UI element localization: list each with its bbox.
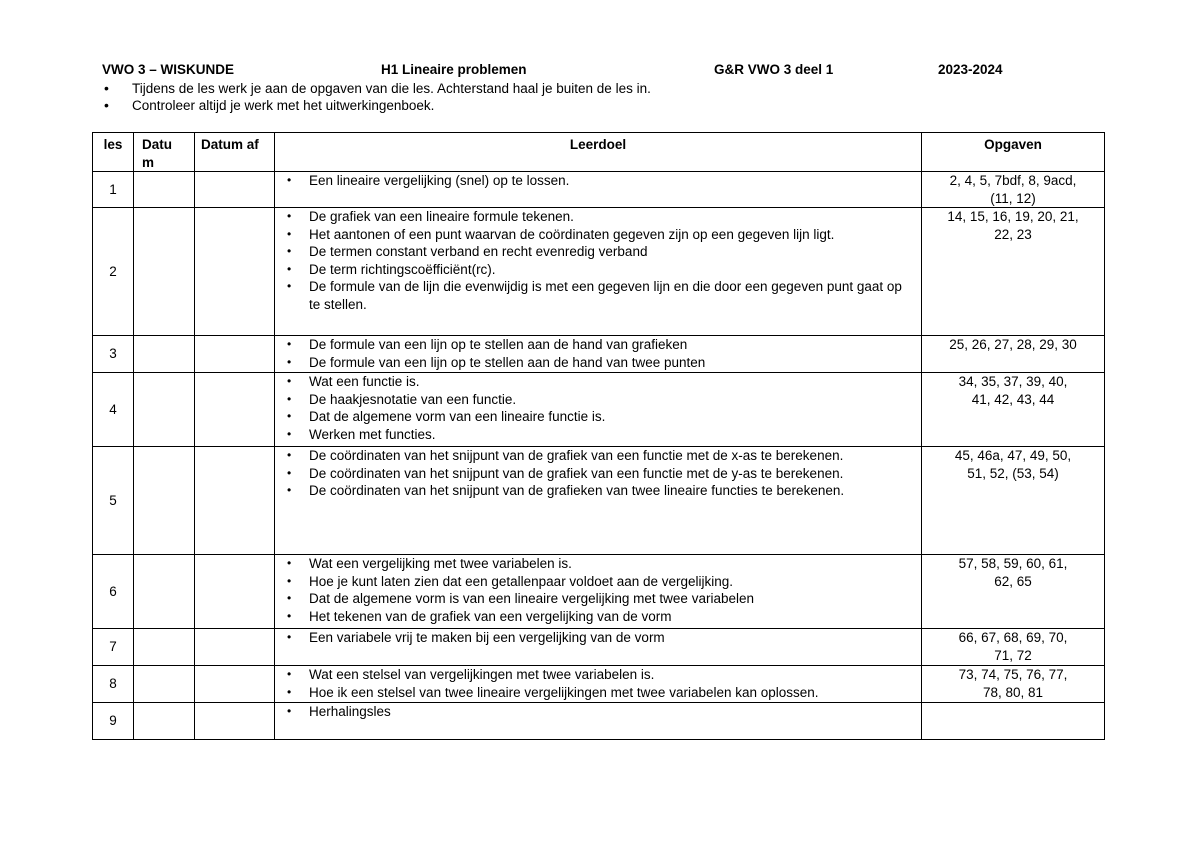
table-row [93,336,1105,373]
cell-opgaven [922,336,1105,373]
cell-opgaven [922,208,1105,336]
cell-datum [134,703,195,740]
goal-item: • Wat een stelsel van vergelijkingen met twee variabelen is. [283,666,921,684]
col-header-datum [134,133,195,172]
opgaven-line: 25, 26, 27, 28, 29, 30 [949,337,1077,352]
goal-item: • Een variabele vrij te maken bij een vergelijking van de vorm [283,629,921,647]
table-row [93,447,1105,555]
goal-item: • De term richtingscoëfficiënt(rc). [283,261,921,279]
cell-leerdoel [275,555,922,629]
cell-les: 3 [93,336,134,373]
table-row [93,373,1105,447]
goal-item: • De formule van een lijn op te stellen aan de hand van twee punten [283,354,921,372]
goal-item: • Dat de algemene vorm van een lineaire functie is. [283,408,921,426]
opgaven-line: 62, 65 [994,573,1032,589]
table-row [93,555,1105,629]
cell-datum [134,172,195,208]
opgaven-line: 22, 23 [994,226,1032,242]
cell-leerdoel [275,172,922,208]
cell-opgaven [922,703,1105,740]
table-row [93,666,1105,703]
goal-list [283,666,921,701]
cell-les: 5 [93,447,134,555]
goal-list [283,703,921,721]
goal-list [283,336,921,371]
goal-item: • De coördinaten van het snijpunt van de grafieken van twee lineaire functies te berekenen. [283,482,921,500]
cell-datum-af [195,629,275,666]
col-header-datum-af: Datum af [195,133,275,172]
opgaven-line: 41, 42, 43, 44 [971,391,1055,407]
lesson-table [92,132,1105,740]
cell-datum-af [195,666,275,703]
opgaven-line: 2, 4, 5, 7bdf, 8, 9acd, [949,173,1077,188]
cell-datum-af [195,336,275,373]
cell-datum [134,373,195,447]
cell-leerdoel [275,208,922,336]
cell-les: 4 [93,373,134,447]
col-header-datum-line2: m [142,154,155,170]
intro-item: • Controleer altijd je werk met het uitwerkingenboek. [104,97,651,114]
goal-item: • De coördinaten van het snijpunt van de grafiek van een functie met de x-as te berekenen. [283,447,921,465]
cell-leerdoel [275,703,922,740]
opgaven-line: 57, 58, 59, 60, 61, [958,556,1068,571]
goal-item: • De grafiek van een lineaire formule tekenen. [283,208,921,226]
opgaven-line: 14, 15, 16, 19, 20, 21, [947,209,1079,224]
table-row [93,703,1105,740]
col-header-leerdoel: Leerdoel [275,133,922,172]
goal-item: • Wat een functie is. [283,373,921,391]
opgaven-line: (11, 12) [990,190,1036,206]
cell-datum-af [195,703,275,740]
goal-list [283,373,921,443]
cell-datum [134,666,195,703]
goal-item: • De coördinaten van het snijpunt van de grafiek van een functie met de y-as te berekenen. [283,465,921,483]
goal-item: • De formule van een lijn op te stellen aan de hand van grafieken [283,336,921,354]
goal-item: • Werken met functies. [283,426,921,444]
goal-list [283,629,921,647]
cell-leerdoel [275,373,922,447]
goal-item: • De formule van de lijn die evenwijdig is met een gegeven lijn en die door een gegeven punt gaat op te stellen. [283,278,921,313]
cell-datum [134,629,195,666]
cell-leerdoel [275,447,922,555]
goal-item: • Hoe je kunt laten zien dat een getallenpaar voldoet aan de vergelijking. [283,573,921,591]
cell-opgaven [922,172,1105,208]
opgaven-line: 51, 52, (53, 54) [967,465,1059,481]
opgaven-line: 66, 67, 68, 69, 70, [958,630,1068,645]
cell-opgaven [922,629,1105,666]
cell-leerdoel [275,629,922,666]
cell-datum-af [195,208,275,336]
cell-datum-af [195,447,275,555]
cell-opgaven [922,447,1105,555]
goal-list [283,172,921,190]
goal-item: • Wat een vergelijking met twee variabelen is. [283,555,921,573]
goal-item: • Dat de algemene vorm is van een lineaire vergelijking met twee variabelen [283,590,921,608]
table-row [93,172,1105,208]
cell-datum [134,447,195,555]
table-row [93,629,1105,666]
cell-les: 9 [93,703,134,740]
header-book: G&R VWO 3 deel 1 [714,62,834,77]
col-header-opgaven: Opgaven [922,133,1105,172]
goal-list [283,208,921,313]
cell-les: 8 [93,666,134,703]
goal-item: • De haakjesnotatie van een functie. [283,391,921,409]
header-year: 2023-2024 [938,62,1003,77]
cell-leerdoel [275,336,922,373]
cell-datum [134,555,195,629]
intro-item: • Tijdens de les werk je aan de opgaven van die les. Achterstand haal je buiten de les in. [104,80,651,97]
opgaven-line: 71, 72 [994,647,1032,663]
cell-opgaven [922,666,1105,703]
cell-les: 1 [93,172,134,208]
goal-list [283,555,921,625]
intro-list [104,80,651,114]
cell-les: 7 [93,629,134,666]
cell-opgaven [922,555,1105,629]
col-header-les: les [93,133,134,172]
cell-datum-af [195,555,275,629]
goal-item: • Het aantonen of een punt waarvan de coördinaten gegeven zijn op een gegeven lijn ligt. [283,226,921,244]
col-header-datum-line1: Datu [142,137,172,152]
goal-item: • Het tekenen van de grafiek van een vergelijking van de vorm [283,608,921,626]
cell-datum [134,336,195,373]
header-chapter: H1 Lineaire problemen [381,62,527,77]
goal-item: • De termen constant verband en recht evenredig verband [283,243,921,261]
cell-datum [134,208,195,336]
table-body [93,172,1105,740]
cell-leerdoel [275,666,922,703]
cell-les: 2 [93,208,134,336]
table-header-row [93,133,1105,172]
opgaven-line: 78, 80, 81 [982,684,1044,700]
goal-item: • Herhalingsles [283,703,921,721]
cell-datum-af [195,373,275,447]
cell-datum-af [195,172,275,208]
opgaven-line: 34, 35, 37, 39, 40, [958,374,1068,389]
cell-opgaven [922,373,1105,447]
opgaven-line: 73, 74, 75, 76, 77, [958,667,1068,682]
cell-les: 6 [93,555,134,629]
goal-item: • Hoe ik een stelsel van twee lineaire vergelijkingen met twee variabelen kan oplossen. [283,684,921,702]
goal-item: • Een lineaire vergelijking (snel) op te lossen. [283,172,921,190]
goal-list [283,447,921,500]
table-row [93,208,1105,336]
header-course: VWO 3 – WISKUNDE [102,62,235,77]
opgaven-line: 45, 46a, 47, 49, 50, [954,448,1072,463]
